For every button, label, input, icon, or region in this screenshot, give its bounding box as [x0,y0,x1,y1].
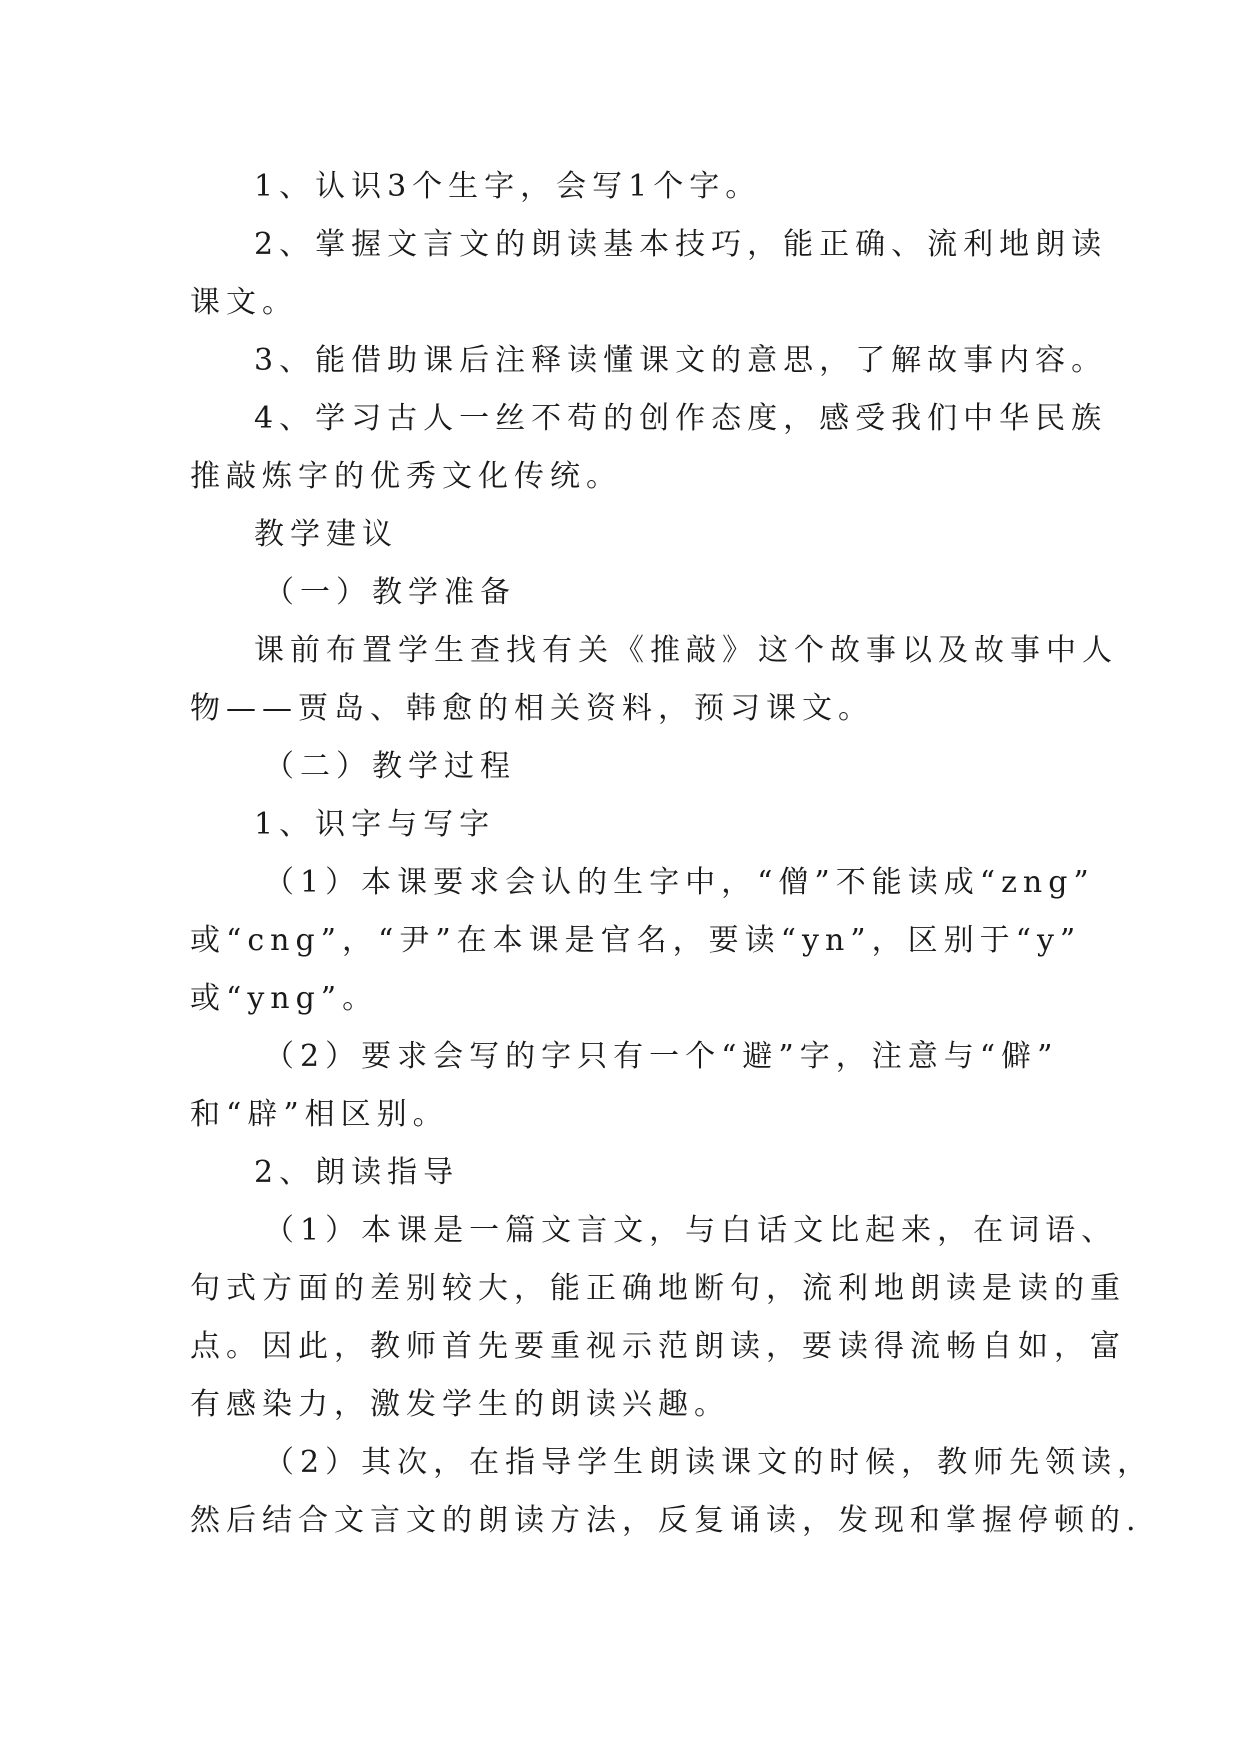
reading-point-1-line-1: （1）本课是一篇文言文，与白话文比起来，在词语、 [264,1213,1118,1248]
section-heading-teaching-advice: 教学建议 [254,517,398,552]
objective-2-line-1: 2、掌握文言文的朗读基本技巧，能正确、流利地朗读 [254,227,1108,262]
reading-point-2-line-2: 然后结合文言文的朗读方法，反复诵读，发现和掌握停顿的. [190,1503,1142,1538]
literacy-point-2-line-2: 和“辟”相区别。 [190,1097,449,1132]
objective-3: 3、能借助课后注释读懂课文的意思，了解故事内容。 [254,343,1108,378]
preparation-line-2: 物——贾岛、韩愈的相关资料，预习课文。 [190,691,874,726]
objective-2-line-2: 课文。 [190,285,298,320]
step-heading-literacy: 1、识字与写字 [254,807,496,842]
reading-point-1-line-2: 句式方面的差别较大，能正确地断句，流利地朗读是读的重 [190,1271,1126,1306]
objective-4-line-1: 4、学习古人一丝不苟的创作态度，感受我们中华民族 [254,401,1108,436]
reading-point-2-line-1: （2）其次，在指导学生朗读课文的时候，教师先领读， [264,1445,1154,1480]
reading-point-1-line-3: 点。因此，教师首先要重视示范朗读，要读得流畅自如，富 [190,1329,1126,1364]
objective-1: 1、认识3个生字，会写1个字。 [254,169,762,204]
reading-point-1-line-4: 有感染力，激发学生的朗读兴趣。 [190,1387,730,1422]
literacy-point-1-line-3: 或“yng”。 [190,981,379,1016]
literacy-point-2-line-1: （2）要求会写的字只有一个“避”字，注意与“僻” [264,1039,1059,1074]
preparation-line-1: 课前布置学生查找有关《推敲》这个故事以及故事中人 [254,633,1118,668]
literacy-point-1-line-1: （1）本课要求会认的生字中，“僧”不能读成“zng” [264,865,1095,900]
document-body [190,158,1154,1550]
step-heading-reading: 2、朗读指导 [254,1155,460,1190]
objective-4-line-2: 推敲炼字的优秀文化传统。 [190,459,622,494]
literacy-point-1-line-2: 或“cng”，“尹”在本课是官名，要读“yn”，区别于“y” [190,923,1082,958]
subsection-heading-preparation: （一）教学准备 [264,575,516,610]
subsection-heading-process: （二）教学过程 [264,749,516,784]
